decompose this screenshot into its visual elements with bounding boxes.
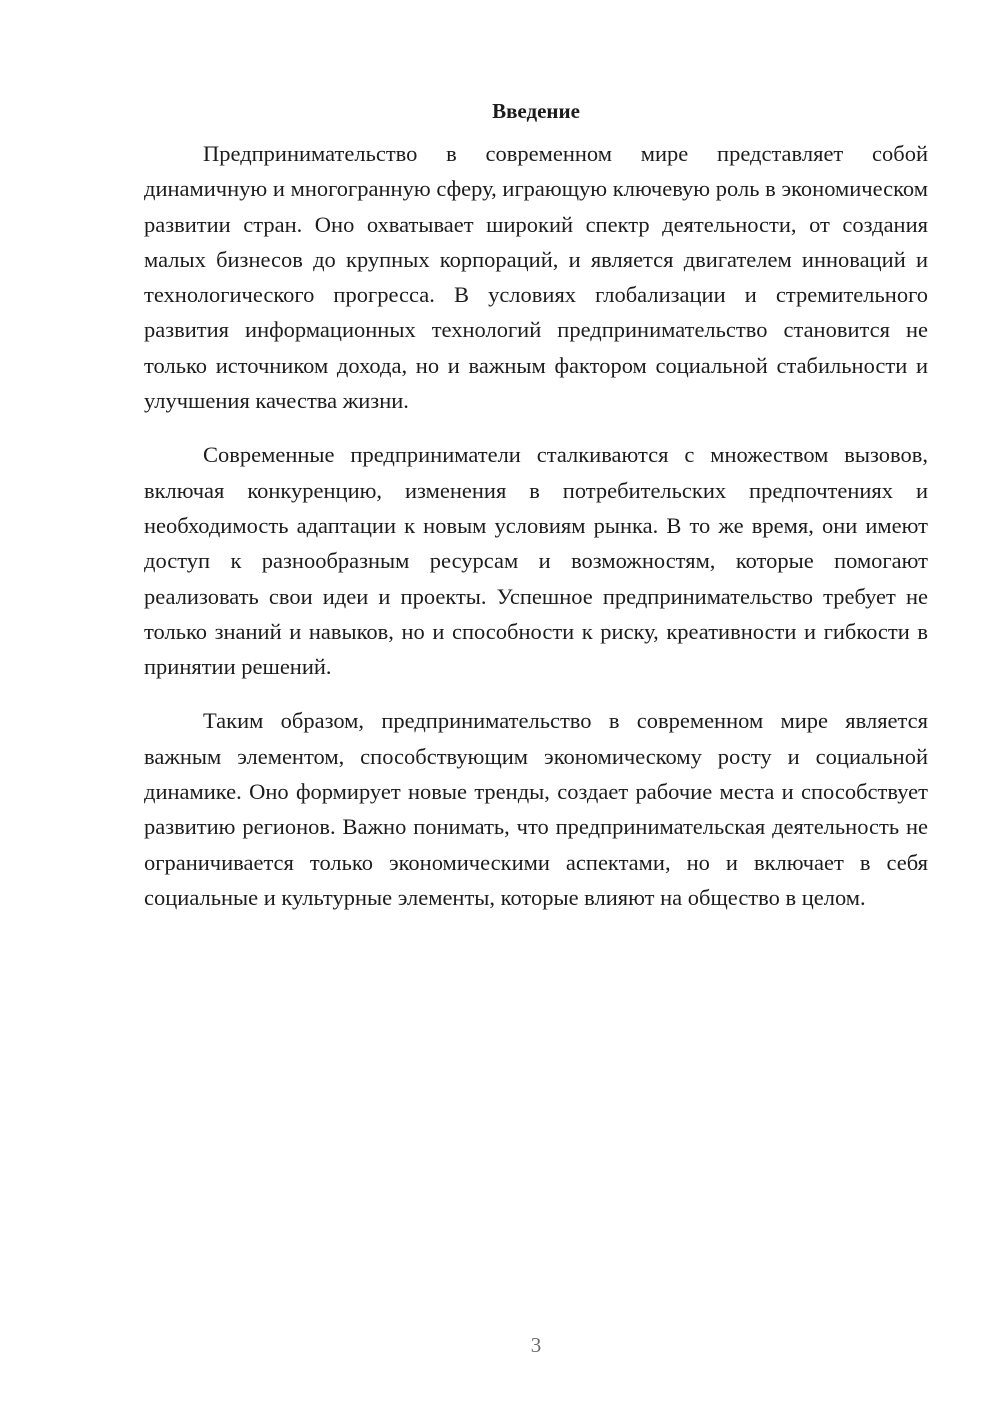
page-content bbox=[144, 96, 928, 934]
paragraph-3: Таким образом, предпринимательство в современном мире является важным элементом, способствующим экономическому росту и социальной динамике. Оно формирует новые тренды, создает рабочие места и способствует развитию регионов. Важно понимать, что предпринимательская деятельность не ограничивается только экономическими аспектами, но и включает в себя социальные и культурные элементы, которые влияют на общество в целом. bbox=[144, 708, 928, 910]
page-number: 3 bbox=[530, 1333, 542, 1357]
section-title: Введение bbox=[492, 99, 580, 123]
paragraph-2: Современные предприниматели сталкиваются с множеством вызовов, включая конкуренцию, изменения в потребительских предпочтениях и необходимость адаптации к новым условиям рынка. В то же время, они имеют доступ к разнообразным ресурсам и возможностям, которые помогают реализовать свои идеи и проекты. Успешное предпринимательство требует не только знаний и навыков, но и способности к риску, креативности и гибкости в принятии решений. bbox=[144, 442, 928, 680]
paragraph-1: Предпринимательство в современном мире представляет собой динамичную и многогранную сферу, играющую ключевую роль в экономическом развитии стран. Оно охватывает широкий спектр деятельности, от создания малых бизнесов до крупных корпораций, и является двигателем инноваций и технологического прогресса. В условиях глобализации и стремительного развития информационных технологий предпринимательство становится не только источником дохода, но и важным фактором социальной стабильности и улучшения качества жизни. bbox=[144, 141, 928, 414]
